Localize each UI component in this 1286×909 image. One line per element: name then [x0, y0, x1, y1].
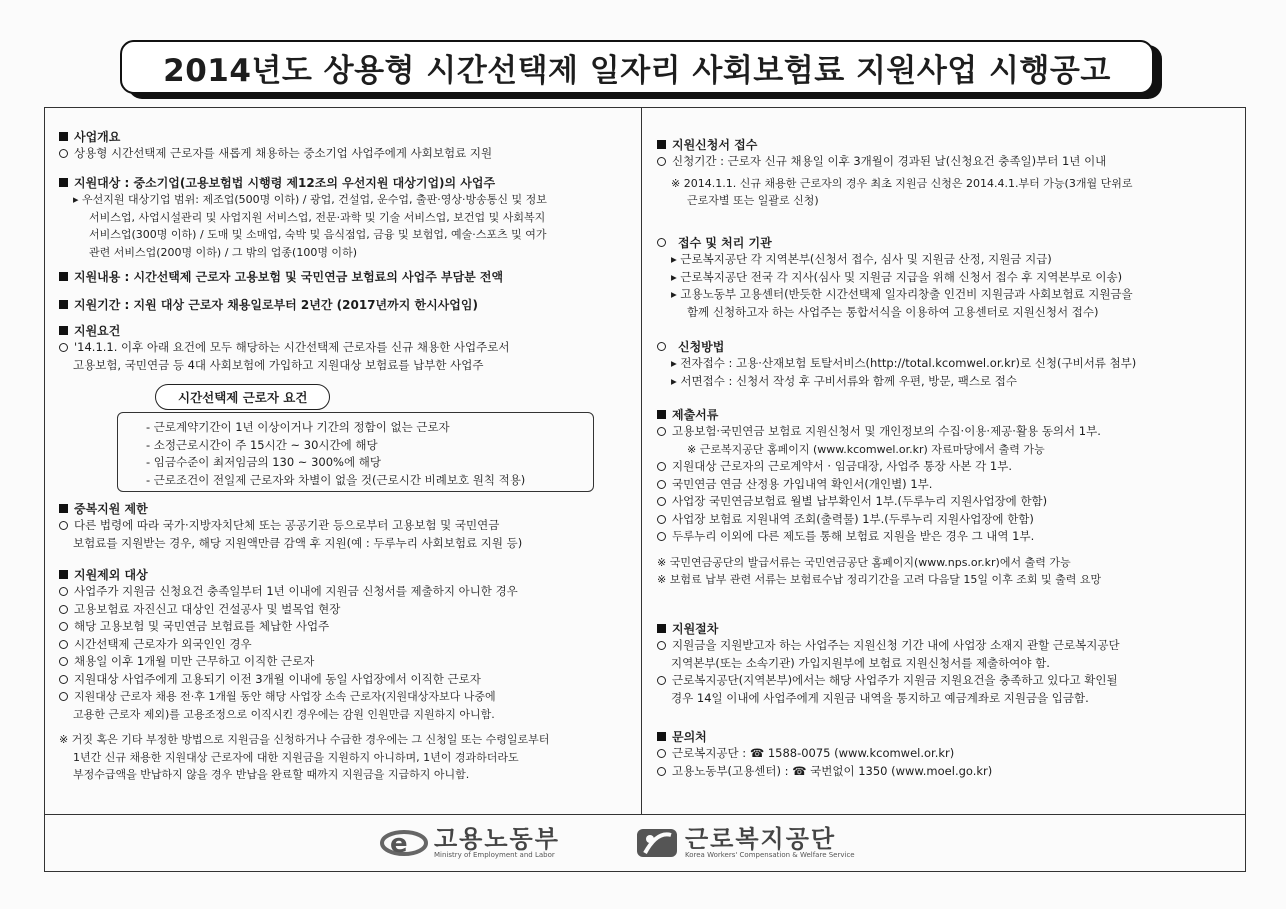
- circle-bullet-icon: [657, 157, 666, 166]
- apply-note: 근로자별 또는 일괄로 신청): [687, 194, 819, 207]
- square-bullet-icon: [657, 410, 666, 419]
- duplicate-line: 다른 법령에 따라 국가·지방자치단체 또는 공공기관 등으로부터 고용보험 및 국민연금: [74, 518, 500, 532]
- section-overview: [59, 128, 627, 163]
- title-box: [120, 40, 1154, 94]
- requirements-box-title: 시간선택제 근로자 요건: [155, 384, 330, 410]
- moel-emblem-icon: [380, 825, 428, 861]
- docs-sub: ※ 근로복지공단 홈페이지 (www.kcomwel.or.kr) 자료마당에서 출력 가능: [687, 442, 1045, 456]
- overview-line: 상용형 시간선택제 근로자를 새롭게 채용하는 중소기업 사업주에게 사회보험료 지원: [74, 146, 493, 160]
- square-bullet-icon: [59, 178, 68, 187]
- period-text: 지원기간 : 지원 대상 근로자 채용일로부터 2년간 (2017년까지 한시사업임): [74, 298, 478, 312]
- kcomwel-logo-name: 근로복지공단: [685, 825, 837, 853]
- procedure-line: 경우 14일 이내에 사업주에게 지원금 내역을 통지하고 예금계좌로 지원금을 입금함.: [671, 690, 1089, 705]
- section-duplicate: [59, 500, 627, 552]
- target-heading: 지원대상 : 중소기업(고용보험법 시행령 제12조의 우선지원 대상기업)의 사업주: [74, 176, 496, 190]
- moel-logo-sub: Ministry of Employment and Labor: [434, 851, 555, 859]
- target-line: 서비스업(300명 이하) / 도매 및 소매업, 숙박 및 음식점업, 금융 및 보험업, 예술·스포츠 및 여가: [89, 228, 547, 241]
- circle-bullet-icon: [657, 497, 666, 506]
- square-bullet-icon: [657, 140, 666, 149]
- exclusion-item: 지원대상 사업주에게 고용되기 이전 3개월 이내에 동일 사업장에서 이직한 근로자: [74, 671, 481, 686]
- square-bullet-icon: [657, 732, 666, 741]
- exclusion-item: 고용보험료 자진신고 대상인 건설공사 및 벌목업 현장: [74, 601, 341, 616]
- requirement-item: - 근로계약기간이 1년 이상이거나 기간의 정함이 없는 근로자: [146, 420, 450, 434]
- docs-item: 고용보험·국민연금 보험료 지원신청서 및 개인정보의 수집·이용·제공·활용 동의서 1부.: [672, 424, 1101, 438]
- circle-bullet-icon: [657, 767, 666, 776]
- exclusion-item: 채용일 이후 1개월 미만 근무하고 이직한 근로자: [74, 654, 315, 668]
- agency-line: ▸ 근로복지공단 전국 각 지사(심사 및 지원금 지급을 위해 신청서 접수 후 지역본부로 이송): [671, 269, 1123, 284]
- docs-item: 사업장 국민연금보험료 월별 납부확인서 1부.(두루누리 지원사업장에 한함): [672, 494, 1048, 508]
- section-exclusion: [59, 566, 627, 784]
- section-docs: [657, 406, 1231, 589]
- requirement-item: - 임금수준이 최저임금의 130 ~ 300%에 해당: [146, 455, 381, 469]
- kcomwel-logo-sub: Korea Workers' Compensation & Welfare Service: [685, 851, 855, 859]
- agency-line: ▸ 고용노동부 고용센터(반듯한 시간선택제 일자리창출 인건비 지원금과 사회보험료 지원금을: [671, 287, 1133, 301]
- target-line: ▸ 우선지원 대상기업 범위: 제조업(500명 이하) / 광업, 건설업, 운수업, 출판·영상·방송통신 및 정보: [73, 193, 547, 206]
- docs-note: ※ 국민연금공단의 발급서류는 국민연금공단 홈페이지(www.nps.or.kr)에서 출력 가능: [657, 555, 1071, 569]
- square-bullet-icon: [59, 504, 68, 513]
- procedure-line: 근로복지공단(지역본부)에서는 해당 사업주가 지원금 지원요건을 충족하고 있다고 확인될: [672, 673, 1118, 687]
- target-line: 서비스업, 사업시설관리 및 사업지원 서비스업, 전문·과학 및 기술 서비스업, 보건업 및 사회복지: [89, 210, 546, 224]
- section-content: [59, 268, 627, 285]
- method-line: ▸ 서면접수 : 신청서 작성 후 구비서류와 함께 우편, 방문, 팩스로 접수: [671, 373, 1017, 388]
- docs-heading: 제출서류: [672, 408, 719, 422]
- exclusion-heading: 지원제외 대상: [74, 568, 148, 582]
- circle-bullet-icon: [59, 521, 68, 530]
- section-agency: [657, 234, 1231, 321]
- contact-heading: 문의처: [672, 730, 707, 744]
- requirements-box: [117, 412, 594, 492]
- section-method: [657, 338, 1231, 390]
- requirement-item: - 소정근로시간이 주 15시간 ~ 30시간에 해당: [146, 437, 378, 452]
- square-bullet-icon: [59, 272, 68, 281]
- requirements-line: '14.1.1. 이후 아래 요건에 모두 해당하는 시간선택제 근로자를 신규 채용한 사업주로서: [74, 340, 510, 354]
- circle-bullet-icon: [59, 692, 68, 701]
- circle-bullet-icon: [59, 675, 68, 684]
- exclusion-item: 지원대상 근로자 채용 전·후 1개월 동안 해당 사업장 소속 근로자(지원대상자보다 나중에: [74, 690, 496, 703]
- content-text: 지원내용 : 시간선택제 근로자 고용보험 및 국민연금 보험료의 사업주 부담분 전액: [74, 270, 504, 284]
- circle-bullet-icon: [657, 749, 666, 758]
- exclusion-note: ※ 거짓 혹은 기타 부정한 방법으로 지원금을 신청하거나 수급한 경우에는 그 신청일 또는 수령일로부터: [59, 733, 550, 746]
- exclusion-item: 시간선택제 근로자가 외국인인 경우: [74, 636, 252, 651]
- requirement-item: - 근로조건이 전일제 근로자와 차별이 없을 것(근로시간 비례보호 원칙 적용): [146, 472, 526, 487]
- circle-bullet-icon: [59, 149, 68, 158]
- square-bullet-icon: [59, 570, 68, 579]
- circle-bullet-icon: [59, 343, 68, 352]
- target-line: 관련 서비스업(200명 이하) / 그 밖의 업종(100명 이하): [89, 245, 357, 259]
- circle-bullet-icon: [59, 587, 68, 596]
- svg-text:e: e: [390, 829, 408, 859]
- duplicate-line: 보험료를 지원받는 경우, 해당 지원액만큼 감액 후 지원(예 : 두루누리 사회보험료 지원 등): [73, 535, 523, 550]
- circle-bullet-icon: [657, 532, 666, 541]
- procedure-line: 지원금을 지원받고자 하는 사업주는 지원신청 기간 내에 사업장 소재지 관할 근로복지공단: [672, 638, 1120, 652]
- moel-logo: [380, 825, 560, 861]
- section-contact: [657, 728, 1231, 780]
- procedure-line: 지역본부(또는 소속기관) 가입지원부에 보험료 지원신청서를 제출하여야 함.: [671, 655, 1050, 670]
- docs-item: 국민연금 연금 산정용 가입내역 확인서(개인별) 1부.: [672, 476, 933, 491]
- page-title: 2014년도 상용형 시간선택제 일자리 사회보험료 지원사업 시행공고: [163, 52, 1111, 89]
- square-bullet-icon: [59, 326, 68, 335]
- notice-frame: [44, 107, 1246, 872]
- circle-bullet-icon: [657, 676, 666, 685]
- circle-bullet-icon: [59, 622, 68, 631]
- overview-heading: 사업개요: [74, 130, 121, 144]
- section-target: [59, 174, 627, 261]
- kcomwel-logo: [635, 825, 855, 861]
- agency-line: 함께 신청하고자 하는 사업주는 통합서식을 이용하여 고용센터로 지원신청서 접수): [687, 304, 1099, 319]
- square-bullet-icon: [59, 132, 68, 141]
- kcomwel-emblem-icon: [635, 825, 679, 861]
- circle-bullet-icon: [657, 480, 666, 489]
- moel-logo-name: 고용노동부: [434, 825, 560, 853]
- docs-note: ※ 보험료 납부 관련 서류는 보험료수납 정리기간을 고려 다음달 15일 이후 조회 및 출력 요망: [657, 573, 1102, 586]
- apply-heading: 지원신청서 접수: [672, 138, 758, 152]
- requirements-heading: 지원요건: [74, 324, 121, 338]
- agency-line: ▸ 근로복지공단 각 지역본부(신청서 접수, 심사 및 지원금 산정, 지원금 지급): [671, 252, 1052, 266]
- agency-heading: 접수 및 처리 기관: [678, 236, 772, 250]
- method-heading: 신청방법: [678, 340, 725, 354]
- exclusion-note: 부정수급액을 반납하지 않을 경우 반납을 완료할 때까지 지원금을 지급하지 아니함.: [73, 768, 470, 781]
- circle-bullet-icon: [657, 238, 666, 247]
- requirements-line: 고용보험, 국민연금 등 4대 사회보험에 가입하고 지원대상 보험료를 납부한 사업주: [73, 357, 484, 372]
- contact-line: 근로복지공단 : ☎ 1588-0075 (www.kcomwel.or.kr): [672, 746, 955, 760]
- docs-item: 지원대상 근로자의 근로계약서 · 임금대장, 사업주 통장 사본 각 1부.: [672, 459, 1013, 473]
- footer-logos: [45, 814, 1245, 871]
- circle-bullet-icon: [59, 605, 68, 614]
- square-bullet-icon: [657, 624, 666, 633]
- docs-item: 두루누리 이외에 다른 제도를 통해 보험료 지원을 받은 경우 그 내역 1부.: [672, 529, 1035, 543]
- exclusion-item: 사업주가 지원금 신청요건 충족일부터 1년 이내에 지원금 신청서를 제출하지 아니한 경우: [74, 584, 518, 598]
- procedure-heading: 지원절차: [672, 622, 719, 636]
- apply-note: ※ 2014.1.1. 신규 채용한 근로자의 경우 최초 지원금 신청은 2014.4.1.부터 가능(3개월 단위로: [671, 176, 1133, 190]
- exclusion-note: 1년간 신규 채용한 지원대상 근로자에 대한 지원금을 지원하지 아니하며, 1년이 경과하더라도: [73, 750, 519, 764]
- circle-bullet-icon: [657, 515, 666, 524]
- section-apply: [657, 136, 1231, 210]
- apply-line: 신청기간 : 근로자 신규 채용일 이후 3개월이 경과된 날(신청요건 충족일)부터 1년 이내: [672, 154, 1107, 168]
- circle-bullet-icon: [657, 462, 666, 471]
- section-requirements: [59, 322, 627, 374]
- section-procedure: [657, 620, 1231, 707]
- left-column: [45, 108, 642, 871]
- exclusion-item: 해당 고용보험 및 국민연금 보험료를 체납한 사업주: [74, 619, 330, 633]
- method-line: ▸ 전자접수 : 고용·산재보험 토탈서비스(http://total.kcomwel.or.kr)로 신청(구비서류 첨부): [671, 356, 1137, 370]
- section-period: [59, 296, 627, 313]
- circle-bullet-icon: [59, 657, 68, 666]
- contact-line: 고용노동부(고용센터) : ☎ 국번없이 1350 (www.moel.go.kr): [672, 763, 993, 778]
- duplicate-heading: 중복지원 제한: [74, 502, 148, 516]
- exclusion-item-cont: 고용한 근로자 제외)를 고용조정으로 이직시킨 경우에는 감원 인원만큼 지원하지 아니함.: [73, 707, 495, 721]
- circle-bullet-icon: [657, 427, 666, 436]
- circle-bullet-icon: [657, 342, 666, 351]
- right-column: [643, 108, 1245, 871]
- circle-bullet-icon: [59, 640, 68, 649]
- square-bullet-icon: [59, 300, 68, 309]
- docs-item: 사업장 보험료 지원내역 조회(출력물) 1부.(두루누리 지원사업장에 한함): [672, 511, 1034, 526]
- circle-bullet-icon: [657, 641, 666, 650]
